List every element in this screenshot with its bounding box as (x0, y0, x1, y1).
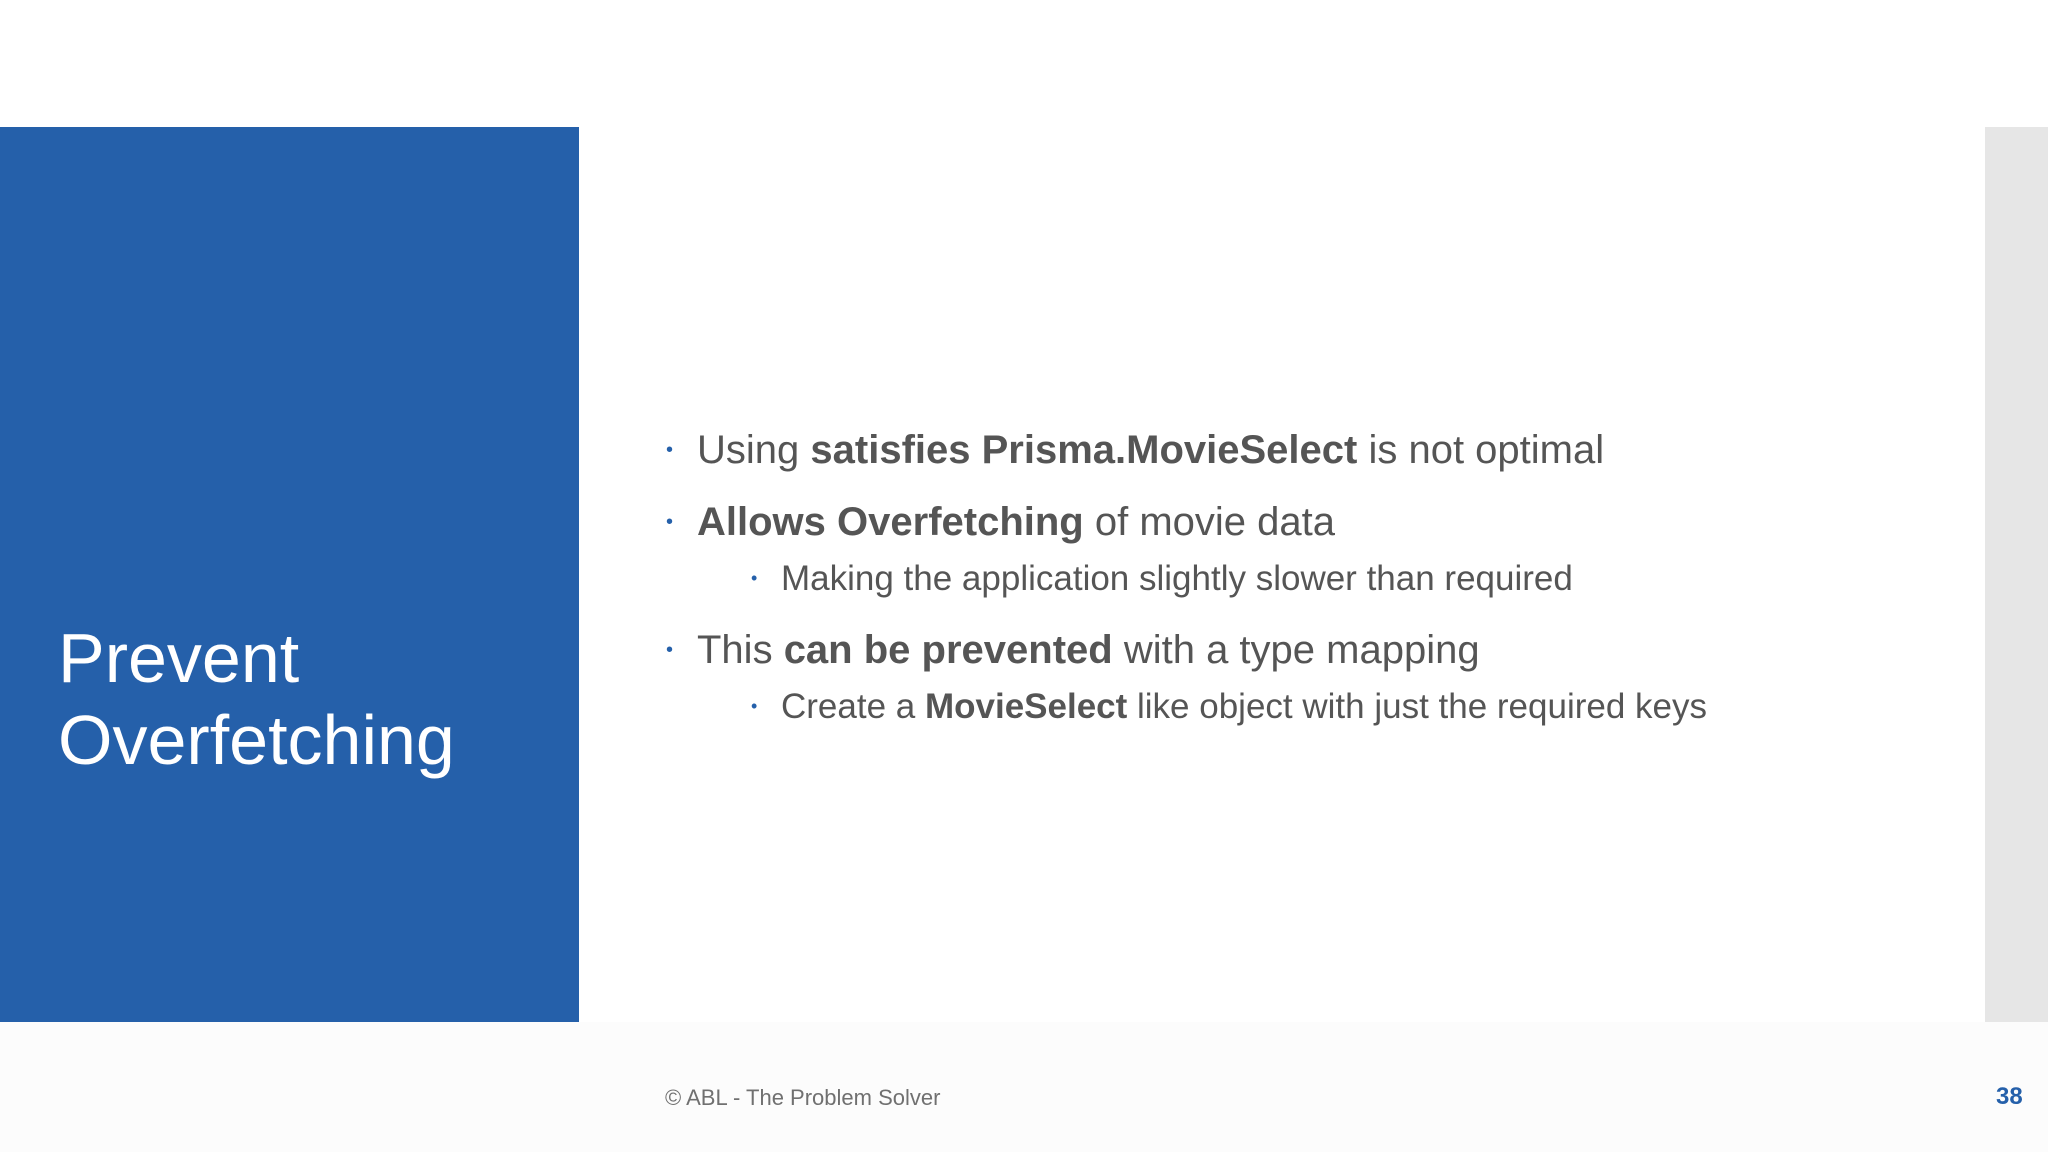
bullet-text: of movie data (1083, 500, 1335, 544)
bullet-icon: • (666, 511, 674, 533)
bullet-icon: • (751, 696, 758, 716)
bullet-icon: • (666, 639, 674, 661)
bullet-bold-text: Allows Overfetching (697, 500, 1084, 544)
sub-bullet-text: Create a (781, 687, 925, 726)
bullet-list (660, 420, 1960, 748)
footer-copyright: © ABL - The Problem Solver (665, 1085, 941, 1110)
bullet-icon: • (751, 568, 758, 588)
bullet-text: Using (697, 428, 811, 472)
bullet-text: with a type mapping (1112, 628, 1480, 672)
bullet-icon: • (666, 439, 674, 461)
bullet-item (660, 420, 1960, 480)
sub-bullet-item (660, 684, 1960, 730)
bullet-item (660, 620, 1960, 680)
slide-title-line-1: Prevent (58, 619, 300, 697)
title-panel (0, 127, 579, 1022)
bullet-text: This (697, 628, 784, 672)
bullet-item (660, 492, 1960, 552)
right-side-bar (1985, 127, 2048, 1022)
sub-bullet-item (660, 556, 1960, 602)
bullet-bold-text: satisfies Prisma.MovieSelect (810, 428, 1358, 472)
sub-bullet-bold-text: MovieSelect (924, 687, 1128, 726)
slide-title (58, 617, 558, 781)
bullet-bold-text: can be prevented (783, 628, 1113, 672)
page-number: 38 (1996, 1083, 2023, 1110)
sub-bullet-text: like object with just the required keys (1127, 687, 1708, 726)
bullet-text: is not optimal (1357, 428, 1605, 472)
footer-band (0, 1022, 2048, 1152)
slide-title-line-2: Overfetching (58, 701, 455, 779)
sub-bullet-text: Making the application slightly slower than required (781, 559, 1573, 598)
